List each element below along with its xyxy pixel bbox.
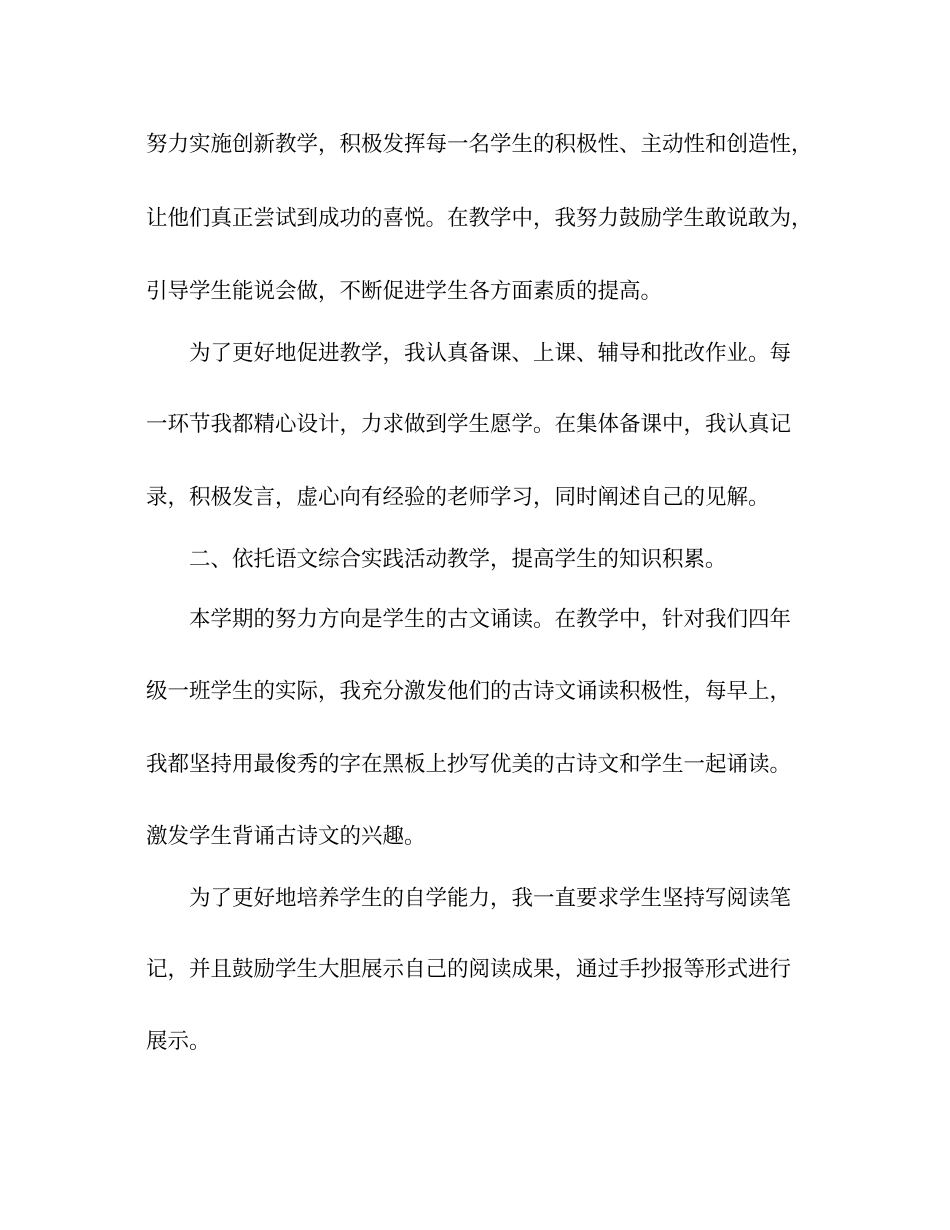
section-heading: 二、依托语文综合实践活动教学，提高学生的知识积累。 (189, 547, 727, 572)
text-line: 让他们真正尝试到成功的喜悦。在教学中，我努力鼓励学生敢说敢为， (146, 206, 813, 231)
text-line: 努力实施创新教学，积极发挥每一名学生的积极性、主动性和创造性， (146, 132, 813, 157)
text-line: 引导学生能说会做，不断促进学生各方面素质的提高。 (146, 279, 663, 304)
paragraph-first-line: 为了更好地促进教学，我认真备课、上课、辅导和批改作业。每 (189, 341, 792, 366)
text-line: 展示。 (146, 1029, 211, 1054)
text-line: 录，积极发言，虚心向有经验的老师学习，同时阐述自己的见解。 (146, 485, 770, 510)
text-line: 记，并且鼓励学生大胆展示自己的阅读成果，通过手抄报等形式进行 (146, 957, 792, 982)
paragraph-first-line: 本学期的努力方向是学生的古文诵读。在教学中，针对我们四年 (189, 607, 792, 632)
text-line: 级一班学生的实际，我充分激发他们的古诗文诵读积极性，每早上， (146, 679, 792, 704)
paragraph-first-line: 为了更好地培养学生的自学能力，我一直要求学生坚持写阅读笔 (189, 886, 792, 911)
text-line: 一环节我都精心设计，力求做到学生愿学。在集体备课中，我认真记 (146, 412, 792, 437)
text-line: 激发学生背诵古诗文的兴趣。 (146, 824, 426, 849)
text-line: 我都坚持用最俊秀的字在黑板上抄写优美的古诗文和学生一起诵读。 (146, 752, 792, 777)
